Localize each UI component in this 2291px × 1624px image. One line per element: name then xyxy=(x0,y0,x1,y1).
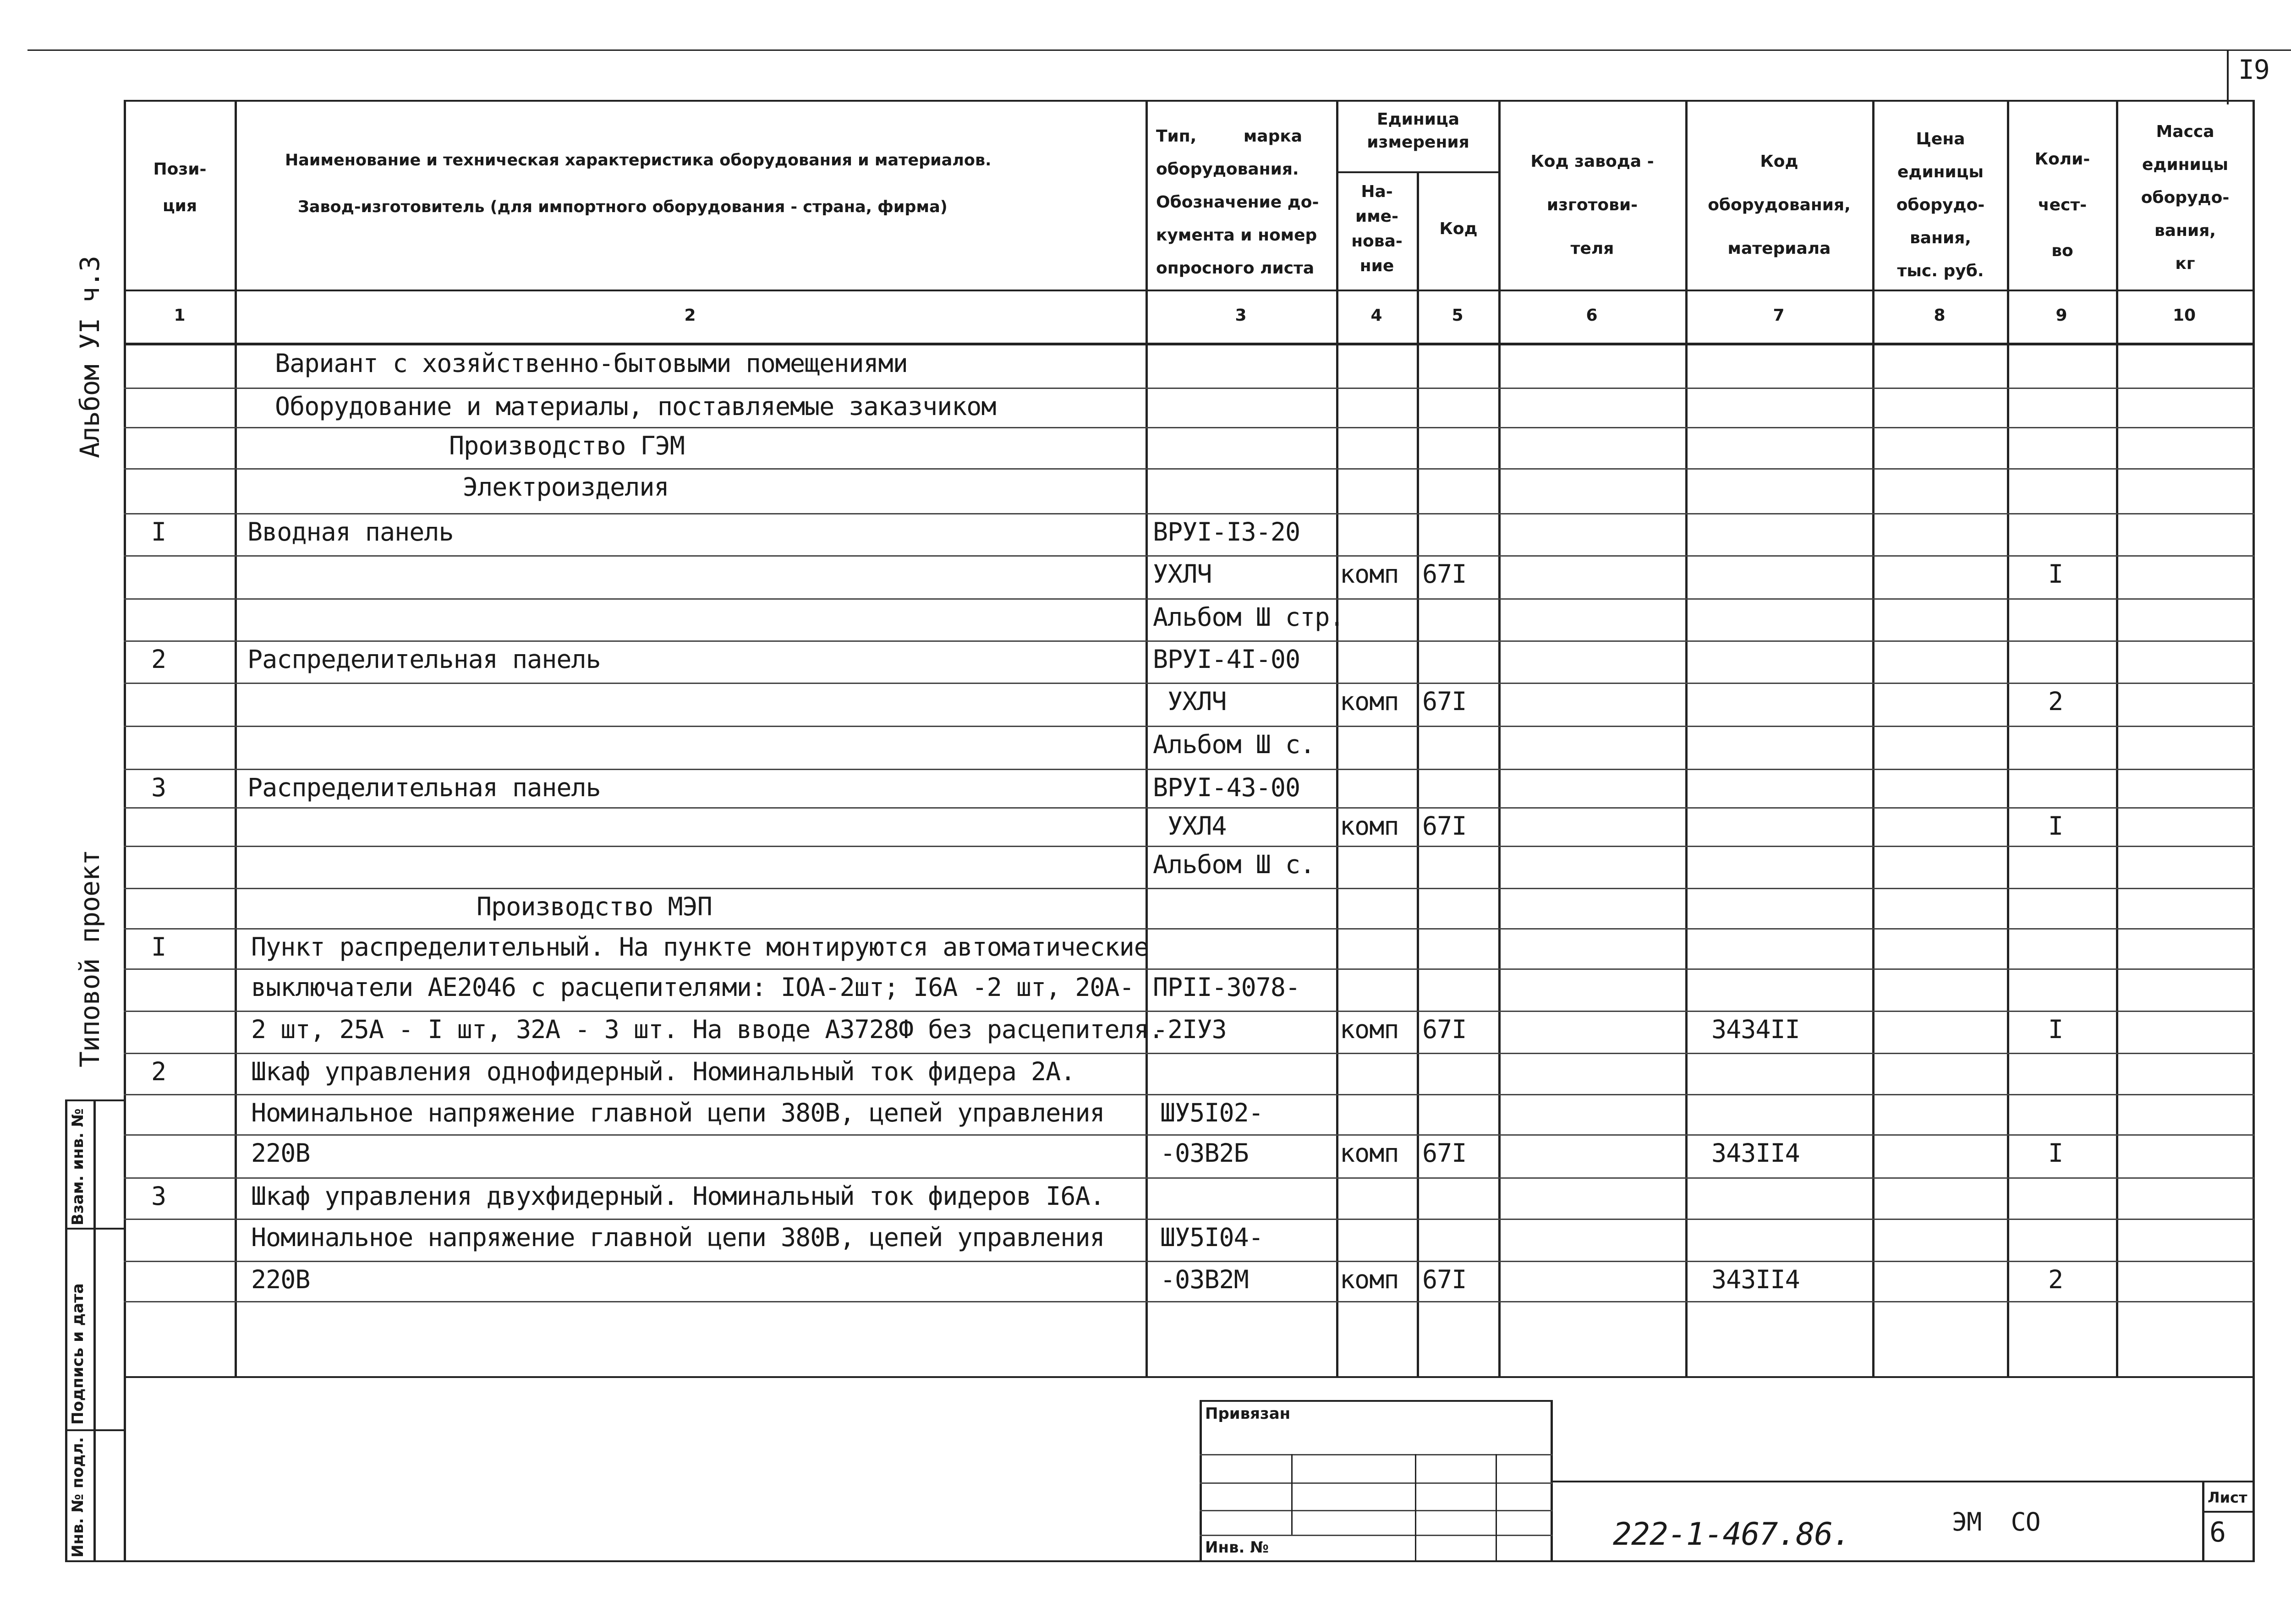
row-separator xyxy=(124,726,2254,727)
stamp-doc-code: 222-1-467.86. xyxy=(1613,1516,1851,1553)
side-stamp-div2 xyxy=(65,1429,126,1431)
col-line-9 xyxy=(2116,100,2118,1378)
row-separator xyxy=(124,1261,2254,1262)
hdr-col10 xyxy=(2118,115,2253,280)
hdr-col9-l2: чест- xyxy=(2038,196,2087,214)
project-label: Типовой проект xyxy=(74,850,105,1067)
stamp-privyazan-top xyxy=(1200,1400,1552,1402)
stamp-privyazan-right xyxy=(1551,1400,1553,1560)
header-bottom-line xyxy=(124,290,2254,291)
row-separator xyxy=(124,1094,2254,1095)
side-stamp-bottom xyxy=(65,1560,126,1562)
hdr-col3-l2: оборудования. xyxy=(1156,160,1299,179)
hdr-col8-l3: оборудо- xyxy=(1896,196,1985,214)
frame-right xyxy=(2253,100,2255,1562)
hdr-col10-l5: кг xyxy=(2175,254,2195,273)
colnum-1: 1 xyxy=(174,306,186,325)
cell-quantity: 2 xyxy=(2048,1265,2063,1294)
cell-type: ШУ5I04- xyxy=(1160,1223,1263,1252)
row-separator xyxy=(124,1134,2254,1136)
row-separator xyxy=(124,555,2254,557)
hdr-col3-l4: кумента и номер xyxy=(1156,226,1317,245)
hdr-col10-l2: единицы xyxy=(2142,155,2229,174)
top-border-line xyxy=(27,49,2291,51)
hdr-col4-l3: нова- xyxy=(1351,232,1403,251)
cell-name: Оборудование и материалы, поставляемые заказчиком xyxy=(275,392,996,421)
col-line-6 xyxy=(1685,100,1688,1378)
hdr-col8-l2: единицы xyxy=(1897,163,1984,181)
cell-code: 67I xyxy=(1422,559,1467,589)
cell-type: УХЛ4 xyxy=(1167,811,1227,841)
stamp-inv-label: Инв. № xyxy=(1205,1538,1269,1557)
hdr-unit-l1: Единица xyxy=(1377,110,1459,129)
row-separator xyxy=(124,1011,2254,1012)
side-stamp-div1 xyxy=(65,1228,126,1230)
row-separator xyxy=(124,968,2254,970)
stamp-line-b xyxy=(1200,1482,1552,1484)
album-label: Альбом УI ч.3 xyxy=(74,256,105,458)
stamp-list-left xyxy=(2202,1481,2204,1562)
colnum-9: 9 xyxy=(2055,306,2067,325)
cell-unit: комп xyxy=(1340,559,1399,589)
stamp-line-d xyxy=(1200,1535,1552,1536)
hdr-col1 xyxy=(128,151,231,224)
cell-type: ВРУI-4I-00 xyxy=(1153,645,1300,674)
cell-position: 2 xyxy=(151,1057,166,1086)
cell-name: 220В xyxy=(251,1265,310,1294)
hdr-col10-l4: вания, xyxy=(2154,221,2216,240)
hdr-col2-line1: Наименование и техническая характеристика оборудования и материалов. xyxy=(285,151,992,170)
table-body-bottom xyxy=(124,1376,2254,1378)
cell-type: ВРУI-43-00 xyxy=(1153,773,1300,802)
col-line-3 xyxy=(1336,100,1338,1378)
cell-material-code: 343II4 xyxy=(1711,1265,1800,1294)
cell-type: ПРII-3078- xyxy=(1153,973,1300,1002)
cell-type: УХЛЧ xyxy=(1153,559,1212,589)
stamp-v2 xyxy=(1415,1454,1416,1560)
hdr-col6 xyxy=(1501,140,1684,270)
colnum-10: 10 xyxy=(2172,306,2196,325)
cell-type: ВРУI-I3-20 xyxy=(1153,517,1300,547)
cell-type: -2IУЗ xyxy=(1153,1015,1227,1044)
cell-quantity: I xyxy=(2048,1015,2063,1044)
row-separator xyxy=(124,513,2254,514)
cell-code: 67I xyxy=(1422,1265,1467,1294)
cell-name: Производство МЭП xyxy=(477,892,712,921)
inv-vzam-label: Взам. инв. № xyxy=(69,1108,87,1225)
hdr-unit-l2: измерения xyxy=(1367,133,1469,152)
hdr-col9 xyxy=(2009,137,2116,274)
hdr-col3-l3: Обозначение до- xyxy=(1156,193,1319,212)
stamp-main-top xyxy=(1551,1481,2254,1482)
cell-unit: комп xyxy=(1340,811,1399,841)
cell-code: 67I xyxy=(1422,1015,1467,1044)
stamp-v3 xyxy=(1496,1454,1497,1560)
cell-name: Шкаф управления однофидерный. Номинальный ток фидера 2А. xyxy=(251,1057,1075,1086)
cell-material-code: 3434II xyxy=(1711,1015,1800,1044)
row-separator xyxy=(124,846,2254,847)
hdr-col7 xyxy=(1688,140,1871,270)
hdr-col1-l1: Пози- xyxy=(153,160,207,179)
row-separator xyxy=(124,427,2254,428)
hdr-col9-l1: Коли- xyxy=(2034,150,2090,169)
cell-name: Распределительная панель xyxy=(247,645,601,674)
cell-type: Альбом Ш стр. xyxy=(1153,602,1344,632)
hdr-col8 xyxy=(1874,123,2007,288)
stamp-privyazan-left xyxy=(1200,1400,1202,1560)
col-line-7 xyxy=(1872,100,1874,1378)
cell-material-code: 343II4 xyxy=(1711,1138,1800,1168)
frame-top xyxy=(124,100,2254,102)
cell-type: Альбом Ш с. xyxy=(1153,730,1315,759)
stamp-list-number: 6 xyxy=(2209,1516,2226,1548)
cell-position: 3 xyxy=(151,773,166,802)
stamp-section: ЭМ СО xyxy=(1952,1507,2040,1537)
colnum-5: 5 xyxy=(1452,306,1463,325)
cell-type: -03В2М xyxy=(1160,1265,1249,1294)
hdr-col10-l3: оборудо- xyxy=(2141,188,2230,207)
hdr-col7-l2: оборудования, xyxy=(1708,196,1851,214)
cell-position: I xyxy=(151,932,166,962)
row-separator xyxy=(124,640,2254,642)
hdr-col8-l1: Цена xyxy=(1916,130,1965,148)
colnum-8: 8 xyxy=(1934,306,1946,325)
hdr-col5: Код xyxy=(1439,219,1478,238)
cell-name: Распределительная панель xyxy=(247,773,601,802)
cell-type: -03В2Б xyxy=(1160,1138,1249,1168)
hdr-col8-l5: тыс. руб. xyxy=(1897,262,1984,280)
sign-date-label: Подпись и дата xyxy=(69,1283,87,1425)
col-line-4 xyxy=(1417,171,1419,1378)
stamp-list-mid xyxy=(2202,1511,2254,1513)
cell-unit: комп xyxy=(1340,1015,1399,1044)
hdr-col3-l1: Тип, марка xyxy=(1156,127,1303,146)
cell-name: Вариант с хозяйственно-бытовыми помещениями xyxy=(275,349,908,378)
stamp-line-c xyxy=(1200,1510,1552,1511)
hdr-col9-l3: во xyxy=(2051,241,2073,260)
hdr-col4-l2: име- xyxy=(1355,207,1398,226)
col-line-1 xyxy=(235,100,237,1378)
cell-name: 2 шт, 25А - I шт, 32А - 3 шт. На вводе А3728Ф без расцепителя. xyxy=(251,1015,1163,1044)
cell-code: 67I xyxy=(1422,1138,1467,1168)
row-separator xyxy=(124,807,2254,809)
row-separator xyxy=(124,769,2254,770)
cell-unit: комп xyxy=(1340,1138,1399,1168)
cell-name: Вводная панель xyxy=(247,517,454,547)
colnum-4: 4 xyxy=(1370,306,1382,325)
row-separator xyxy=(124,1219,2254,1220)
cell-name: Номинальное напряжение главной цепи 380В, цепей управления xyxy=(251,1223,1105,1252)
hdr-col1-l2: ция xyxy=(162,197,197,215)
row-separator xyxy=(124,888,2254,889)
col-line-8 xyxy=(2007,100,2009,1378)
cell-unit: комп xyxy=(1340,1265,1399,1294)
stamp-privyazan-label: Привязан xyxy=(1205,1405,1291,1423)
hdr-unit-group xyxy=(1338,108,1498,154)
cell-type: ШУ5I02- xyxy=(1160,1098,1263,1127)
row-separator xyxy=(124,928,2254,930)
row-separator xyxy=(124,598,2254,600)
cell-type: Альбом Ш с. xyxy=(1153,850,1315,879)
col-line-5 xyxy=(1498,100,1501,1378)
cell-position: I xyxy=(151,517,166,547)
cell-name: Номинальное напряжение главной цепи 380В, цепей управления xyxy=(251,1098,1105,1127)
hdr-col7-l1: Код xyxy=(1760,152,1798,171)
cell-quantity: 2 xyxy=(2048,687,2063,716)
row-separator xyxy=(124,388,2254,389)
cell-quantity: I xyxy=(2048,1138,2063,1168)
row-separator xyxy=(124,468,2254,470)
cell-name: Пункт распределительный. На пункте монтируются автоматические xyxy=(251,932,1149,962)
cell-name: 220В xyxy=(251,1138,310,1168)
hdr-col4-l1: На- xyxy=(1361,182,1393,201)
hdr-col10-l1: Масса xyxy=(2156,122,2214,141)
cell-position: 3 xyxy=(151,1181,166,1211)
side-stamp-mid xyxy=(93,1099,96,1562)
row-separator xyxy=(124,1177,2254,1179)
hdr-col4-l4: ние xyxy=(1359,257,1394,275)
hdr-col2-line2: Завод-изготовитель (для импортного оборудования - страна, фирма) xyxy=(298,198,948,216)
hdr-col7-l3: материала xyxy=(1727,239,1831,258)
row-separator xyxy=(124,683,2254,684)
cell-code: 67I xyxy=(1422,687,1467,716)
cell-name: выключатели АЕ2046 с расцепителями: IOA-2шт; I6A -2 шт, 20А- xyxy=(251,973,1134,1002)
hdr-col3 xyxy=(1148,120,1344,285)
colnum-3: 3 xyxy=(1235,306,1247,325)
cell-unit: комп xyxy=(1340,687,1399,716)
hdr-col4 xyxy=(1338,180,1416,279)
stamp-list-label: Лист xyxy=(2208,1489,2247,1506)
frame-bottom xyxy=(124,1560,2254,1562)
hdr-col3-l5: опросного листа xyxy=(1156,259,1315,278)
cell-name: Электроизделия xyxy=(463,472,669,502)
row-separator xyxy=(124,1053,2254,1054)
sheet-number-top: I9 xyxy=(2238,54,2269,85)
cell-name: Производство ГЭМ xyxy=(449,431,685,460)
cell-code: 67I xyxy=(1422,811,1467,841)
side-stamp-top xyxy=(65,1099,126,1101)
cell-quantity: I xyxy=(2048,811,2063,841)
cell-type: УХЛЧ xyxy=(1167,687,1227,716)
hdr-col6-l2: изготови- xyxy=(1546,196,1638,214)
colnum-bottom-line xyxy=(124,343,2254,345)
cell-position: 2 xyxy=(151,645,166,674)
colnum-6: 6 xyxy=(1586,306,1598,325)
col-line-2 xyxy=(1146,100,1148,1378)
hdr-col6-l1: Код завода - xyxy=(1530,152,1654,171)
sheet-number-box-left xyxy=(2227,49,2229,104)
stamp-v1 xyxy=(1291,1454,1293,1535)
hdr-col6-l3: теля xyxy=(1570,239,1614,258)
colnum-2: 2 xyxy=(684,306,696,325)
cell-quantity: I xyxy=(2048,559,2063,589)
cell-name: Шкаф управления двухфидерный. Номинальный ток фидеров I6А. xyxy=(251,1181,1105,1211)
colnum-7: 7 xyxy=(1773,306,1785,325)
inv-podl-label: Инв. № подл. xyxy=(69,1437,87,1558)
side-stamp-left xyxy=(65,1099,67,1562)
stamp-line-a xyxy=(1200,1454,1552,1455)
hdr-col8-l4: вания, xyxy=(1910,229,1971,247)
row-separator xyxy=(124,1301,2254,1302)
